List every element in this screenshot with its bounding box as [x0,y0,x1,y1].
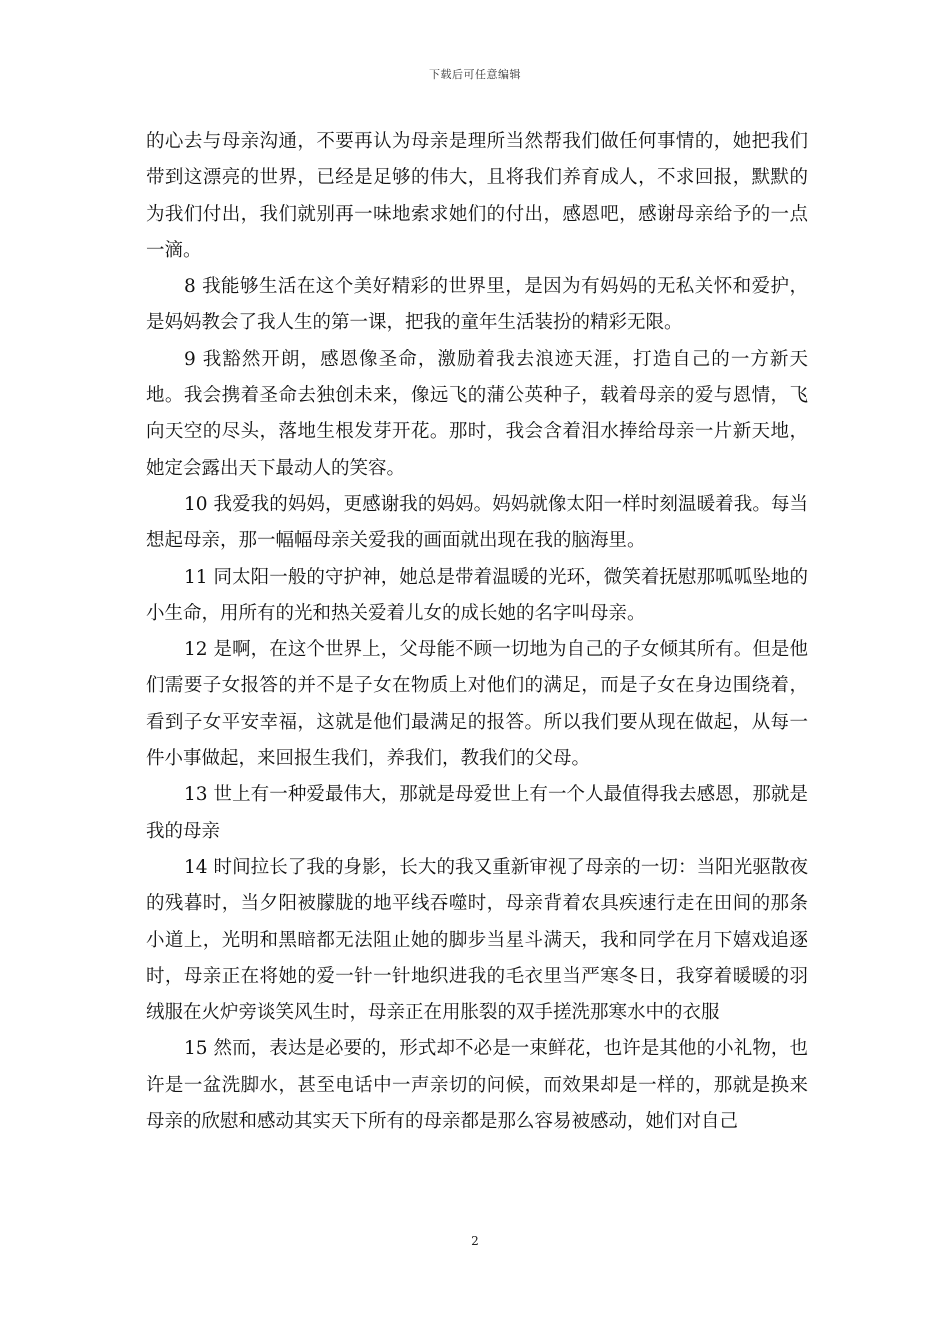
document-body [146,124,808,1140]
paragraph-13: 13 世上有一种爱最伟大，那就是母爱世上有一个人最值得我去感恩，那就是我的母亲 [146,784,808,842]
paragraph-14: 14 时间拉长了我的身影，长大的我又重新审视了母亲的一切：当阳光驱散夜的残暮时，当夕阳被朦胧的地平线吞噬时，母亲背着农具疾速行走在田间的那条小道上，光明和黑暗都无法阻止她的脚步当星斗满天，我和同学在月下嬉戏追逐时，母亲正在将她的爱一针一针地织进我的毛衣里当严寒冬日，我穿着暖暖的羽绒服在火炉旁谈笑风生时，母亲正在用胀裂的双手搓洗那寒水中的衣服 [146,856,808,1024]
paragraph-9: 9 我豁然开朗，感恩像圣命，激励着我去浪迹天涯，打造自己的一方新天地。我会携着圣命去独创未来，像远飞的蒲公英种子，载着母亲的爱与恩情，飞向天空的尽头，落地生根发芽开花。那时，我会含着泪水捧给母亲一片新天地，她定会露出天下最动人的笑容。 [146,348,808,479]
paragraph-11: 11 同太阳一般的守护神，她总是带着温暖的光环，微笑着抚慰那呱呱坠地的小生命，用所有的光和热关爱着儿女的成长她的名字叫母亲。 [146,566,808,624]
paragraph-10: 10 我爱我的妈妈，更感谢我的妈妈。妈妈就像太阳一样时刻温暖着我。每当想起母亲，那一幅幅母亲关爱我的画面就出现在我的脑海里。 [146,493,808,552]
paragraph-12: 12 是啊，在这个世界上，父母能不顾一切地为自己的子女倾其所有。但是他们需要子女报答的并不是子女在物质上对他们的满足，而是子女在身边围绕着，看到子女平安幸福，这就是他们最满足的报答。所以我们要从现在做起，从每一件小事做起，来回报生我们，养我们，教我们的父母。 [146,639,808,770]
page-number: 2 [471,1234,479,1248]
paragraph-15: 15 然而，表达是必要的，形式却不必是一束鲜花，也许是其他的小礼物，也许是一盆洗脚水，甚至电话中一声亲切的问候，而效果却是一样的，那就是换来母亲的欣慰和感动其实天下所有的母亲都是那么容易被感动，她们对自己 [146,1038,808,1133]
paragraph-8: 8 我能够生活在这个美好精彩的世界里，是因为有妈妈的无私关怀和爱护，是妈妈教会了我人生的第一课，把我的童年生活装扮的精彩无限。 [146,276,808,334]
page-header: 下载后可任意编辑 [429,68,521,81]
paragraph-continuation: 的心去与母亲沟通，不要再认为母亲是理所当然帮我们做任何事情的，她把我们带到这漂亮的世界，已经是足够的伟大，且将我们养育成人，不求回报，默默的为我们付出，我们就别再一味地索求她们的付出，感恩吧，感谢母亲给予的一点一滴。 [146,131,808,261]
